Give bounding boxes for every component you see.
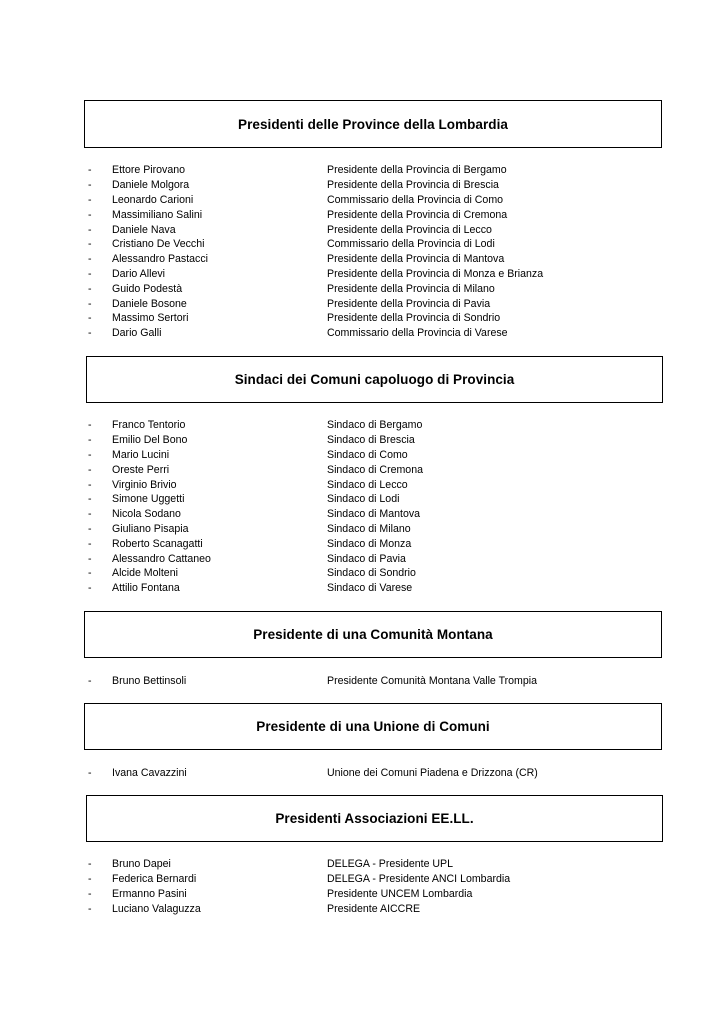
person-role: Presidente della Provincia di Lecco bbox=[327, 223, 492, 236]
section-list bbox=[88, 766, 648, 781]
list-item bbox=[88, 178, 648, 193]
person-role: Presidente della Provincia di Mantova bbox=[327, 253, 505, 266]
list-item bbox=[88, 311, 648, 326]
person-role: Commissario della Provincia di Lodi bbox=[327, 238, 495, 251]
section-header-box bbox=[84, 100, 662, 148]
section-list bbox=[88, 418, 648, 596]
list-item bbox=[88, 674, 648, 689]
list-item bbox=[88, 536, 648, 551]
list-bullet: - bbox=[88, 478, 92, 491]
list-bullet: - bbox=[88, 887, 92, 900]
list-item bbox=[88, 887, 648, 902]
list-item bbox=[88, 296, 648, 311]
list-bullet: - bbox=[88, 223, 92, 236]
list-item bbox=[88, 507, 648, 522]
list-item bbox=[88, 522, 648, 537]
person-role: Sindaco di Cremona bbox=[327, 463, 423, 476]
person-name: Alessandro Cattaneo bbox=[112, 552, 211, 565]
section-header-box bbox=[86, 356, 663, 403]
list-item bbox=[88, 193, 648, 208]
person-name: Leonardo Carioni bbox=[112, 193, 194, 206]
person-name: Dario Galli bbox=[112, 327, 162, 340]
person-name: Attilio Fontana bbox=[112, 582, 180, 595]
person-name: Virginio Brivio bbox=[112, 478, 177, 491]
list-item bbox=[88, 766, 648, 781]
person-name: Mario Lucini bbox=[112, 448, 170, 461]
person-role: Presidente della Provincia di Bergamo bbox=[327, 164, 507, 177]
list-bullet: - bbox=[88, 552, 92, 565]
list-item bbox=[88, 462, 648, 477]
person-role: Sindaco di Como bbox=[327, 448, 408, 461]
person-role: Presidente della Provincia di Pavia bbox=[327, 297, 491, 310]
list-bullet: - bbox=[88, 858, 92, 871]
list-item bbox=[88, 207, 648, 222]
list-item bbox=[88, 252, 648, 267]
person-name: Nicola Sodano bbox=[112, 508, 181, 521]
person-name: Massimiliano Salini bbox=[112, 208, 203, 221]
list-item bbox=[88, 326, 648, 341]
list-bullet: - bbox=[88, 508, 92, 521]
person-role: DELEGA - Presidente UPL bbox=[327, 858, 454, 871]
person-name: Alcide Molteni bbox=[112, 567, 178, 580]
person-name: Daniele Bosone bbox=[112, 297, 187, 310]
person-role: Sindaco di Milano bbox=[327, 522, 411, 535]
list-item bbox=[88, 477, 648, 492]
person-name: Bruno Bettinsoli bbox=[112, 675, 187, 688]
list-bullet: - bbox=[88, 282, 92, 295]
list-item bbox=[88, 237, 648, 252]
person-role: Presidente della Provincia di Sondrio bbox=[327, 312, 501, 325]
list-item bbox=[88, 857, 648, 872]
person-name: Roberto Scanagatti bbox=[112, 537, 203, 550]
section-list bbox=[88, 163, 648, 341]
person-role: Presidente della Provincia di Cremona bbox=[327, 208, 508, 221]
person-name: Franco Tentorio bbox=[112, 419, 186, 432]
list-bullet: - bbox=[88, 179, 92, 192]
list-bullet: - bbox=[88, 193, 92, 206]
list-bullet: - bbox=[88, 253, 92, 266]
person-name: Dario Allevi bbox=[112, 267, 165, 280]
person-name: Simone Uggetti bbox=[112, 493, 185, 506]
person-name: Bruno Dapei bbox=[112, 858, 171, 871]
person-name: Daniele Molgora bbox=[112, 179, 190, 192]
list-item bbox=[88, 448, 648, 463]
list-bullet: - bbox=[88, 463, 92, 476]
person-name: Massimo Sertori bbox=[112, 312, 189, 325]
list-bullet: - bbox=[88, 675, 92, 688]
list-bullet: - bbox=[88, 567, 92, 580]
list-item bbox=[88, 551, 648, 566]
person-role: Presidente AICCRE bbox=[327, 902, 421, 915]
person-name: Emilio Del Bono bbox=[112, 434, 188, 447]
section-title: Presidente di una Comunità Montana bbox=[253, 627, 493, 642]
section-title: Presidenti Associazioni EE.LL. bbox=[275, 811, 474, 826]
list-bullet: - bbox=[88, 208, 92, 221]
person-name: Ermanno Pasini bbox=[112, 887, 187, 900]
person-name: Ivana Cavazzini bbox=[112, 767, 187, 780]
person-role: Sindaco di Lecco bbox=[327, 478, 408, 491]
list-bullet: - bbox=[88, 419, 92, 432]
list-item bbox=[88, 418, 648, 433]
list-item bbox=[88, 566, 648, 581]
section-header-box bbox=[86, 795, 663, 842]
person-role: Sindaco di Monza bbox=[327, 537, 412, 550]
list-bullet: - bbox=[88, 493, 92, 506]
person-name: Alessandro Pastacci bbox=[112, 253, 208, 266]
person-name: Federica Bernardi bbox=[112, 873, 197, 886]
list-item bbox=[88, 433, 648, 448]
list-bullet: - bbox=[88, 767, 92, 780]
list-bullet: - bbox=[88, 327, 92, 340]
list-item bbox=[88, 222, 648, 237]
person-role: Presidente della Provincia di Brescia bbox=[327, 179, 499, 192]
list-item bbox=[88, 267, 648, 282]
person-role: DELEGA - Presidente ANCI Lombardia bbox=[327, 873, 511, 886]
section-list bbox=[88, 857, 648, 916]
person-role: Sindaco di Sondrio bbox=[327, 567, 416, 580]
person-role: Commissario della Provincia di Como bbox=[327, 193, 504, 206]
list-bullet: - bbox=[88, 434, 92, 447]
list-bullet: - bbox=[88, 873, 92, 886]
section-header-box bbox=[84, 611, 662, 658]
person-role: Sindaco di Mantova bbox=[327, 508, 421, 521]
person-name: Guido Podestà bbox=[112, 282, 183, 295]
person-role: Sindaco di Pavia bbox=[327, 552, 406, 565]
person-name: Cristiano De Vecchi bbox=[112, 238, 205, 251]
list-bullet: - bbox=[88, 522, 92, 535]
person-name: Ettore Pirovano bbox=[112, 164, 186, 177]
list-bullet: - bbox=[88, 238, 92, 251]
list-item bbox=[88, 901, 648, 916]
list-bullet: - bbox=[88, 164, 92, 177]
person-role: Sindaco di Lodi bbox=[327, 493, 400, 506]
list-item bbox=[88, 281, 648, 296]
person-role: Commissario della Provincia di Varese bbox=[327, 327, 508, 340]
person-role: Unione dei Comuni Piadena e Drizzona (CR) bbox=[327, 767, 538, 780]
list-item bbox=[88, 581, 648, 596]
list-item bbox=[88, 872, 648, 887]
list-bullet: - bbox=[88, 297, 92, 310]
person-role: Presidente della Provincia di Milano bbox=[327, 282, 495, 295]
person-role: Sindaco di Bergamo bbox=[327, 419, 423, 432]
person-name: Oreste Perri bbox=[112, 463, 170, 476]
section-list bbox=[88, 674, 648, 689]
person-role: Presidente della Provincia di Monza e Brianza bbox=[327, 267, 544, 280]
person-role: Presidente Comunità Montana Valle Trompia bbox=[327, 675, 538, 688]
person-role: Sindaco di Brescia bbox=[327, 434, 415, 447]
list-bullet: - bbox=[88, 902, 92, 915]
list-bullet: - bbox=[88, 312, 92, 325]
list-bullet: - bbox=[88, 267, 92, 280]
section-title: Presidente di una Unione di Comuni bbox=[256, 719, 490, 734]
list-item bbox=[88, 163, 648, 178]
list-item bbox=[88, 492, 648, 507]
person-name: Giuliano Pisapia bbox=[112, 522, 189, 535]
person-role: Sindaco di Varese bbox=[327, 582, 413, 595]
person-name: Luciano Valaguzza bbox=[112, 902, 201, 915]
section-header-box bbox=[84, 703, 662, 750]
list-bullet: - bbox=[88, 448, 92, 461]
person-name: Daniele Nava bbox=[112, 223, 176, 236]
list-bullet: - bbox=[88, 537, 92, 550]
section-title: Presidenti delle Province della Lombardia bbox=[238, 116, 508, 132]
section-title: Sindaci dei Comuni capoluogo di Provincia bbox=[234, 372, 515, 387]
list-bullet: - bbox=[88, 582, 92, 595]
person-role: Presidente UNCEM Lombardia bbox=[327, 887, 473, 900]
